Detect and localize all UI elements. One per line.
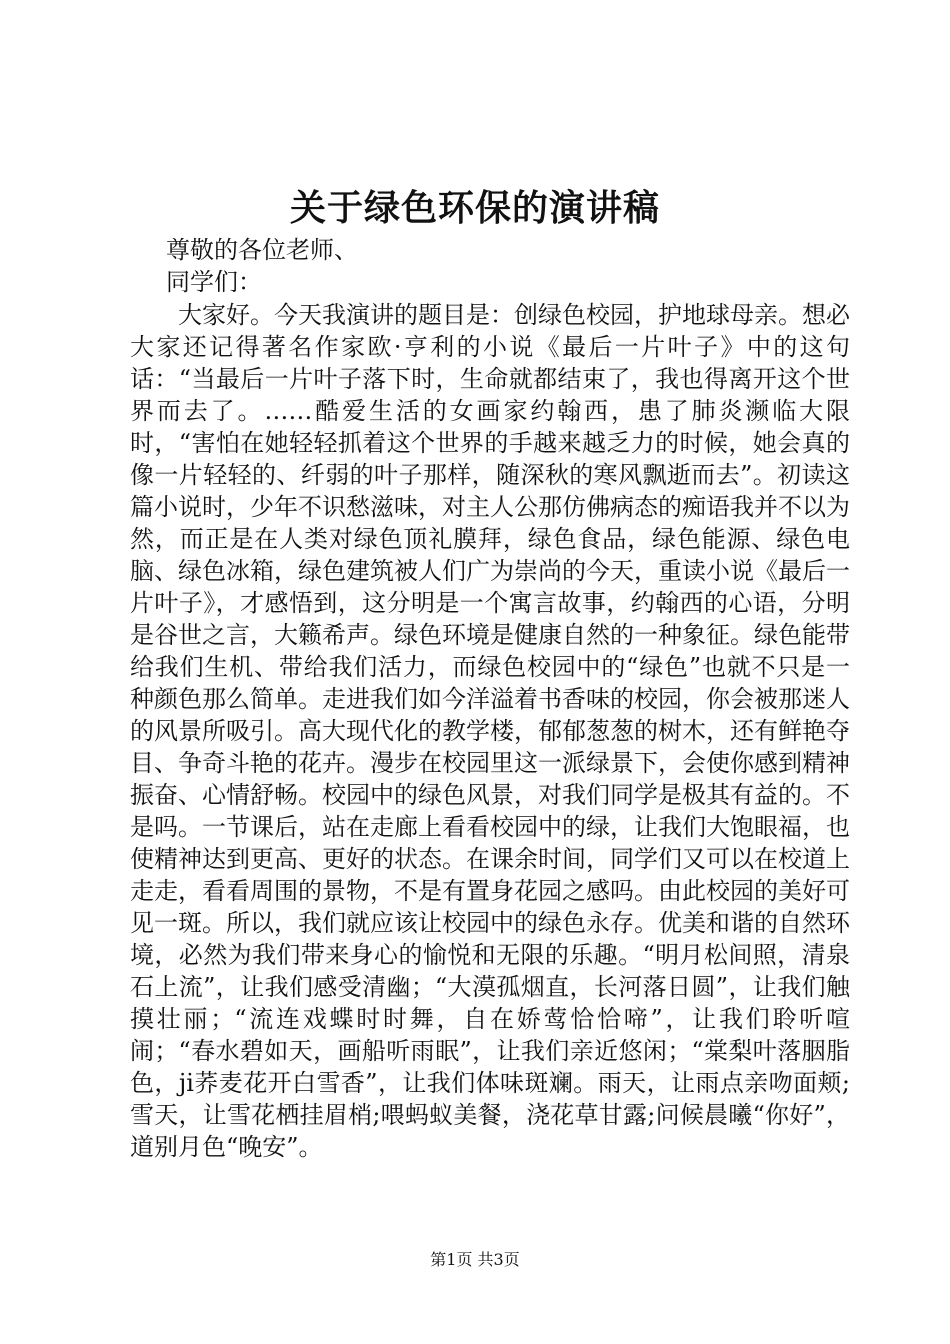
salutation-line-2: 同学们： [166, 268, 262, 296]
page-footer: 第1页 共3页 [430, 1250, 520, 1269]
salutation-line-1: 尊敬的各位老师、 [166, 236, 358, 264]
speech-body-paragraph: 大家好。今天我演讲的题目是：创绿色校园，护地球母亲。想必大家还记得著名作家欧·亨利的小说《最后一片叶子》中的这句话：“当最后一片叶子落下时，生命就都结束了，我也得离开这个世界而去了。……酷爱生活的女画家约翰西，患了肺炎濒临大限时，“害怕在她轻轻抓着这个世界的手越来越乏力的时候，她会真的像一片轻轻的、纤弱的叶子那样，随深秋的寒风飘逝而去”。初读这篇小说时，少年不识愁滋味，对主人公那仿佛病态的痴语我并不以为然，而正是在人类对绿色顶礼膜拜，绿色食品，绿色能源、绿色电脑、绿色冰箱，绿色建筑被人们广为崇尚的今天，重读小说《最后一片叶子》，才感悟到，这分明是一个寓言故事，约翰西的心语，分明是谷世之言，大籁希声。绿色环境是健康自然的一种象征。绿色能带给我们生机、带给我们活力，而绿色校园中的“绿色”也就不只是一种颜色那么简单。走进我们如今洋溢着书香味的校园，你会被那迷人的风景所吸引。高大现代化的教学楼，郁郁葱葱的树木，还有鲜艳夺目、争奇斗艳的花卉。漫步在校园里这一派绿景下，会使你感到精神振奋、心情舒畅。校园中的绿色风景，对我们同学是极其有益的。不是吗。一节课后，站在走廊上看看校园中的绿，让我们大饱眼福，也使精神达到更高、更好的状态。在课余时间，同学们又可以在校道上走走，看看周围的景物，不是有置身花园之感吗。由此校园的美好可见一斑。所以，我们就应该让校园中的绿色永存。优美和谐的自然环境，必然为我们带来身心的愉悦和无限的乐趣。“明月松间照，清泉石上流”，让我们感受清幽；“大漠孤烟直，长河落日圆”，让我们触摸壮丽；“流连戏蝶时时舞，自在娇莺恰恰啼”，让我们聆听喧闹；“春水碧如天，画船听雨眠”，让我们亲近悠闲；“棠梨叶落胭脂色，ji荞麦花开白雪香”，让我们体味斑斓。雨天，让雨点亲吻面颊;雪天，让雪花栖挂眉梢;喂蚂蚁美餐，浇花草甘露;问候晨曦“你好”，道别月色“晚安”。 [130, 301, 850, 1161]
document-title: 关于绿色环保的演讲稿 [289, 187, 660, 229]
